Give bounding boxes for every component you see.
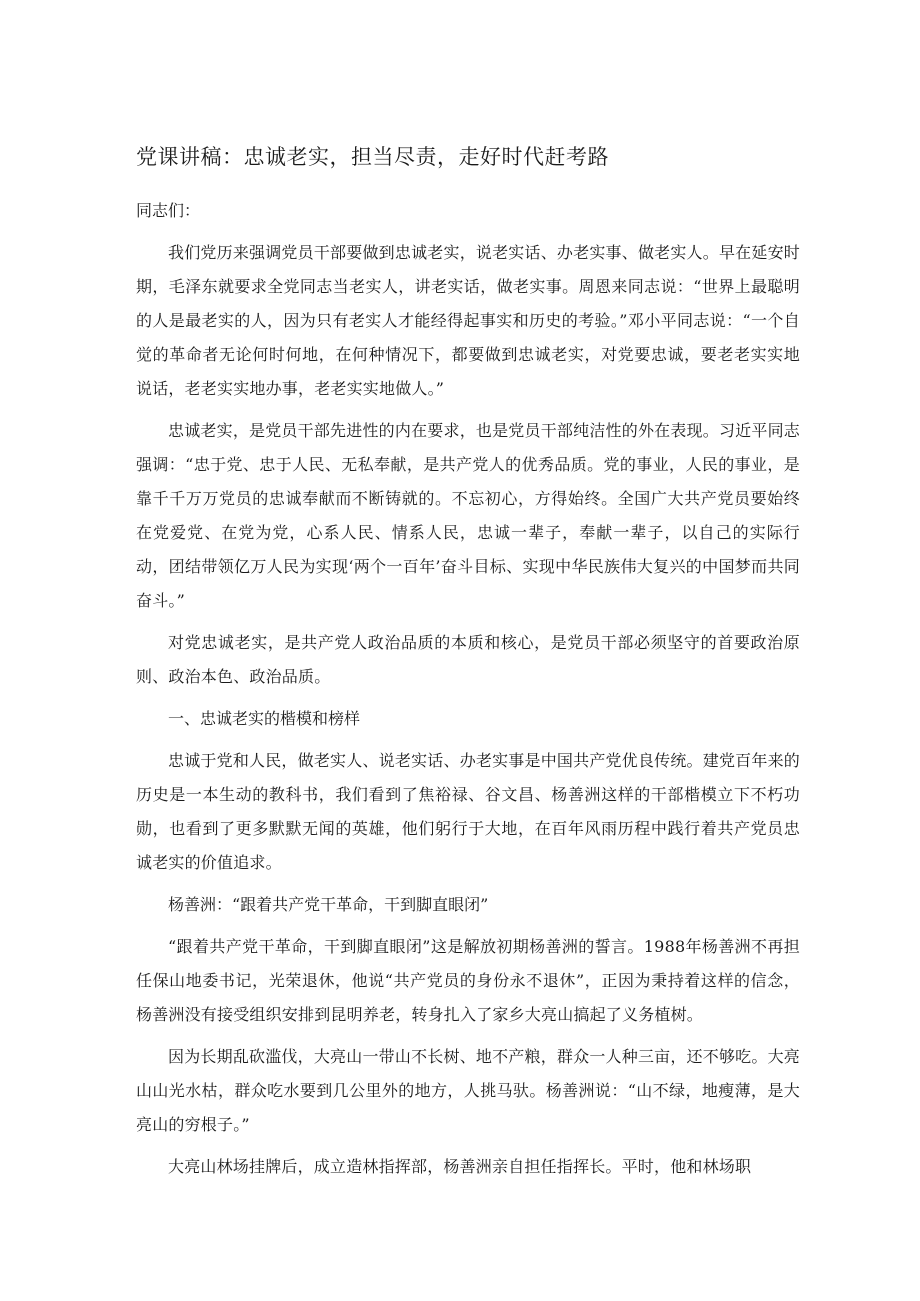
body-paragraph: 因为长期乱砍滥伐，大亮山一带山不长树、地不产粮，群众一人种三亩，还不够吃。大亮山山光水枯，群众吃水要到几公里外的地方，人挑马驮。杨善洲说：“山不绿，地瘦薄，是大亮山的穷根子。” bbox=[136, 1047, 800, 1134]
document-page bbox=[136, 138, 800, 1192]
salutation: 同志们： bbox=[136, 201, 201, 220]
body-paragraph: 忠诚于党和人民，做老实人、说老实话、办老实事是中国共产党优良传统。建党百年来的历史是一本生动的教科书，我们看到了焦裕禄、谷文昌、杨善洲这样的干部楷模立下不朽功勋，也看到了更多默默无闻的英雄，他们躬行于大地，在百年风雨历程中践行着共产党员忠诚老实的价值追求。 bbox=[136, 751, 800, 872]
body-paragraph: “跟着共产党干革命，干到脚直眼闭”这是解放初期杨善洲的誓言。1988年杨善洲不再担任保山地委书记，光荣退休，他说“共产党员的身份永不退休”，正因为秉持着这样的信念，杨善洲没有接受组织安排到昆明养老，转身扎入了家乡大亮山搞起了义务植树。 bbox=[136, 937, 800, 1024]
body-paragraph: 我们党历来强调党员干部要做到忠诚老实，说老实话、办老实事、做老实人。早在延安时期，毛泽东就要求全党同志当老实人，讲老实话，做老实事。周恩来同志说：“世界上最聪明的人是最老实的人，因为只有老实人才能经得起事实和历史的考验。”邓小平同志说：“一个自觉的革命者无论何时何地，在何种情况下，都要做到忠诚老实，对党要忠诚，要老老实实地说话，老老实实地办事，老老实实地做人。” bbox=[136, 243, 800, 398]
body-paragraph: 忠诚老实，是党员干部先进性的内在要求，也是党员干部纯洁性的外在表现。习近平同志强调：“忠于党、忠于人民、无私奉献，是共产党人的优秀品质。党的事业，人民的事业，是靠千千万万党员的忠诚奉献而不断铸就的。不忘初心，方得始终。全国广大共产党员要始终在党爱党、在党为党，心系人民、情系人民，忠诚一辈子，奉献一辈子，以自己的实际行动，团结带领亿万人民为实现‘两个一百年’奋斗目标、实现中华民族伟大复兴的中国梦而共同奋斗。” bbox=[136, 421, 800, 610]
section-heading: 一、忠诚老实的楷模和榜样 bbox=[168, 709, 361, 728]
body-paragraph: 大亮山林场挂牌后，成立造林指挥部，杨善洲亲自担任指挥长。平时，他和林场职 bbox=[168, 1157, 752, 1176]
body-paragraph: 对党忠诚老实，是共产党人政治品质的本质和核心，是党员干部必须坚守的首要政治原则、政治本色、政治品质。 bbox=[136, 633, 800, 686]
subsection-heading: 杨善洲：“跟着共产党干革命，干到脚直眼闭” bbox=[168, 895, 489, 914]
document-title: 党课讲稿：忠诚老实，担当尽责，走好时代赶考路 bbox=[136, 145, 609, 169]
